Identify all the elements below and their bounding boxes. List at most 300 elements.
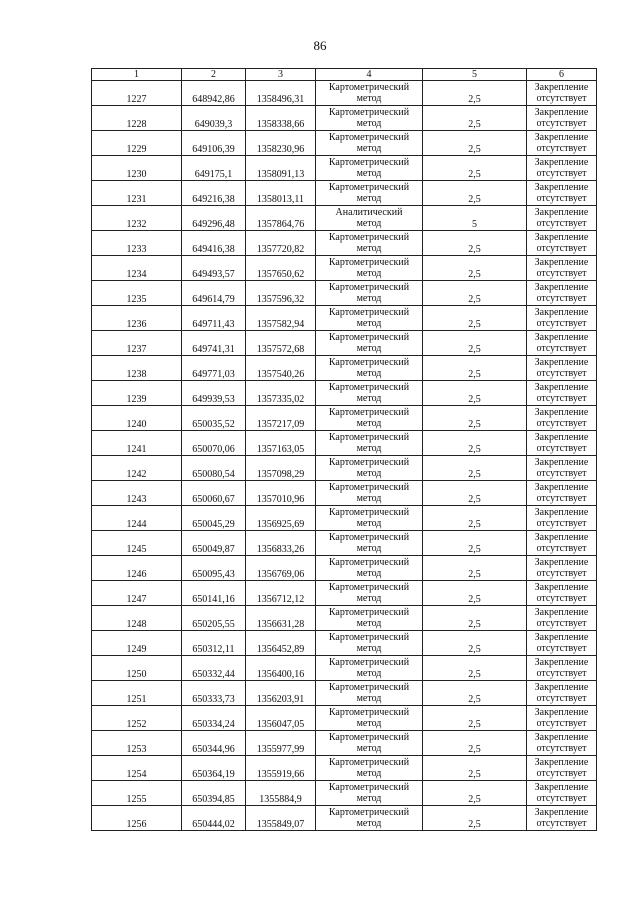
fixing-cell xyxy=(527,281,597,306)
accuracy-cell: 2,5 xyxy=(423,581,527,606)
fixing-line-2: отсутствует xyxy=(536,343,587,354)
method-cell xyxy=(316,181,423,206)
accuracy-cell: 2,5 xyxy=(423,131,527,156)
fixing-cell xyxy=(527,481,597,506)
fixing-cell xyxy=(527,531,597,556)
fixing-cell xyxy=(527,206,597,231)
fixing-line-2: отсутствует xyxy=(536,493,587,504)
fixing-line-1: Закрепление xyxy=(534,307,589,318)
x-coordinate-cell: 650334,24 xyxy=(182,706,246,731)
x-coordinate-cell: 649493,57 xyxy=(182,256,246,281)
y-coordinate-cell: 1356631,28 xyxy=(246,606,316,631)
x-coordinate-cell: 649039,3 xyxy=(182,106,246,131)
fixing-line-1: Закрепление xyxy=(534,507,589,518)
table-row xyxy=(92,606,597,631)
y-coordinate-cell: 1356925,69 xyxy=(246,506,316,531)
fixing-cell xyxy=(527,706,597,731)
method-cell xyxy=(316,131,423,156)
x-coordinate-cell: 650444,02 xyxy=(182,806,246,831)
point-number-cell: 1252 xyxy=(92,706,182,731)
x-coordinate-cell: 650332,44 xyxy=(182,656,246,681)
accuracy-cell: 2,5 xyxy=(423,631,527,656)
method-line-1: Картометрический xyxy=(328,782,410,793)
fixing-cell xyxy=(527,456,597,481)
table-row xyxy=(92,256,597,281)
method-line-2: метод xyxy=(356,768,382,779)
fixing-line-1: Закрепление xyxy=(534,232,589,243)
fixing-line-2: отсутствует xyxy=(536,693,587,704)
y-coordinate-cell: 1357572,68 xyxy=(246,331,316,356)
accuracy-cell: 2,5 xyxy=(423,331,527,356)
point-number-cell: 1243 xyxy=(92,481,182,506)
method-cell xyxy=(316,681,423,706)
fixing-cell xyxy=(527,681,597,706)
method-line-2: метод xyxy=(356,643,382,654)
fixing-cell xyxy=(527,131,597,156)
fixing-line-1: Закрепление xyxy=(534,357,589,368)
method-cell xyxy=(316,706,423,731)
point-number-cell: 1251 xyxy=(92,681,182,706)
point-number-cell: 1250 xyxy=(92,656,182,681)
fixing-line-2: отсутствует xyxy=(536,393,587,404)
fixing-cell xyxy=(527,606,597,631)
method-line-1: Картометрический xyxy=(328,457,410,468)
method-line-1: Аналитический xyxy=(335,207,403,218)
fixing-cell xyxy=(527,181,597,206)
point-number-cell: 1244 xyxy=(92,506,182,531)
x-coordinate-cell: 648942,86 xyxy=(182,81,246,106)
y-coordinate-cell: 1355977,99 xyxy=(246,731,316,756)
table-row xyxy=(92,356,597,381)
x-coordinate-cell: 650333,73 xyxy=(182,681,246,706)
method-line-2: метод xyxy=(356,818,382,829)
y-coordinate-cell: 1355849,07 xyxy=(246,806,316,831)
method-line-2: метод xyxy=(356,218,382,229)
fixing-cell xyxy=(527,406,597,431)
method-line-1: Картометрический xyxy=(328,407,410,418)
method-cell xyxy=(316,381,423,406)
accuracy-cell: 2,5 xyxy=(423,256,527,281)
fixing-line-1: Закрепление xyxy=(534,132,589,143)
fixing-line-2: отсутствует xyxy=(536,818,587,829)
fixing-line-1: Закрепление xyxy=(534,407,589,418)
y-coordinate-cell: 1355919,66 xyxy=(246,756,316,781)
method-line-1: Картометрический xyxy=(328,732,410,743)
table-row xyxy=(92,681,597,706)
method-cell xyxy=(316,81,423,106)
method-line-2: метод xyxy=(356,343,382,354)
y-coordinate-cell: 1358091,13 xyxy=(246,156,316,181)
coordinates-table xyxy=(91,68,597,831)
method-line-2: метод xyxy=(356,693,382,704)
fixing-line-2: отсутствует xyxy=(536,768,587,779)
fixing-cell xyxy=(527,631,597,656)
point-number-cell: 1232 xyxy=(92,206,182,231)
table-row xyxy=(92,181,597,206)
method-line-1: Картометрический xyxy=(328,682,410,693)
fixing-line-1: Закрепление xyxy=(534,782,589,793)
fixing-cell xyxy=(527,506,597,531)
method-line-1: Картометрический xyxy=(328,357,410,368)
y-coordinate-cell: 1357864,76 xyxy=(246,206,316,231)
point-number-cell: 1229 xyxy=(92,131,182,156)
point-number-cell: 1234 xyxy=(92,256,182,281)
fixing-cell xyxy=(527,331,597,356)
method-line-2: метод xyxy=(356,443,382,454)
column-header: 2 xyxy=(182,69,246,81)
fixing-line-2: отсутствует xyxy=(536,468,587,479)
method-line-1: Картометрический xyxy=(328,182,410,193)
accuracy-cell: 2,5 xyxy=(423,81,527,106)
table-row xyxy=(92,581,597,606)
method-cell xyxy=(316,506,423,531)
fixing-line-2: отсутствует xyxy=(536,93,587,104)
method-cell xyxy=(316,656,423,681)
y-coordinate-cell: 1358013,11 xyxy=(246,181,316,206)
accuracy-cell: 2,5 xyxy=(423,556,527,581)
fixing-cell xyxy=(527,381,597,406)
fixing-line-1: Закрепление xyxy=(534,107,589,118)
table-row xyxy=(92,506,597,531)
accuracy-cell: 2,5 xyxy=(423,231,527,256)
method-line-1: Картометрический xyxy=(328,307,410,318)
point-number-cell: 1249 xyxy=(92,631,182,656)
method-line-2: метод xyxy=(356,793,382,804)
y-coordinate-cell: 1356769,06 xyxy=(246,556,316,581)
accuracy-cell: 2,5 xyxy=(423,156,527,181)
method-line-2: метод xyxy=(356,543,382,554)
method-line-2: метод xyxy=(356,668,382,679)
fixing-line-2: отсутствует xyxy=(536,443,587,454)
table-row xyxy=(92,281,597,306)
x-coordinate-cell: 649175,1 xyxy=(182,156,246,181)
fixing-cell xyxy=(527,81,597,106)
y-coordinate-cell: 1357650,62 xyxy=(246,256,316,281)
fixing-line-1: Закрепление xyxy=(534,482,589,493)
method-line-1: Картометрический xyxy=(328,82,410,93)
method-line-1: Картометрический xyxy=(328,757,410,768)
method-line-2: метод xyxy=(356,268,382,279)
method-cell xyxy=(316,431,423,456)
accuracy-cell: 2,5 xyxy=(423,781,527,806)
method-cell xyxy=(316,756,423,781)
fixing-line-2: отсутствует xyxy=(536,518,587,529)
fixing-line-2: отсутствует xyxy=(536,743,587,754)
fixing-cell xyxy=(527,731,597,756)
fixing-line-1: Закрепление xyxy=(534,757,589,768)
method-line-2: метод xyxy=(356,93,382,104)
point-number-cell: 1255 xyxy=(92,781,182,806)
method-line-2: метод xyxy=(356,393,382,404)
method-line-2: метод xyxy=(356,618,382,629)
fixing-cell xyxy=(527,356,597,381)
accuracy-cell: 2,5 xyxy=(423,306,527,331)
y-coordinate-cell: 1357596,32 xyxy=(246,281,316,306)
table-row xyxy=(92,706,597,731)
table-row xyxy=(92,531,597,556)
table-row xyxy=(92,81,597,106)
accuracy-cell: 2,5 xyxy=(423,606,527,631)
table-row xyxy=(92,381,597,406)
method-cell xyxy=(316,231,423,256)
method-line-2: метод xyxy=(356,718,382,729)
fixing-line-1: Закрепление xyxy=(534,557,589,568)
point-number-cell: 1230 xyxy=(92,156,182,181)
method-line-2: метод xyxy=(356,143,382,154)
method-line-1: Картометрический xyxy=(328,432,410,443)
method-line-1: Картометрический xyxy=(328,607,410,618)
method-line-2: метод xyxy=(356,518,382,529)
method-cell xyxy=(316,356,423,381)
fixing-line-2: отсутствует xyxy=(536,143,587,154)
table-row xyxy=(92,781,597,806)
accuracy-cell: 2,5 xyxy=(423,181,527,206)
fixing-line-2: отсутствует xyxy=(536,318,587,329)
table-row xyxy=(92,231,597,256)
y-coordinate-cell: 1356400,16 xyxy=(246,656,316,681)
method-cell xyxy=(316,406,423,431)
fixing-cell xyxy=(527,806,597,831)
fixing-line-2: отсутствует xyxy=(536,568,587,579)
accuracy-cell: 2,5 xyxy=(423,106,527,131)
x-coordinate-cell: 649416,38 xyxy=(182,231,246,256)
y-coordinate-cell: 1357163,05 xyxy=(246,431,316,456)
x-coordinate-cell: 650045,29 xyxy=(182,506,246,531)
method-line-2: метод xyxy=(356,168,382,179)
accuracy-cell: 2,5 xyxy=(423,381,527,406)
x-coordinate-cell: 649216,38 xyxy=(182,181,246,206)
method-line-2: метод xyxy=(356,368,382,379)
fixing-line-2: отсутствует xyxy=(536,418,587,429)
method-line-2: метод xyxy=(356,318,382,329)
x-coordinate-cell: 650095,43 xyxy=(182,556,246,581)
y-coordinate-cell: 1356203,91 xyxy=(246,681,316,706)
table-row xyxy=(92,456,597,481)
x-coordinate-cell: 649711,43 xyxy=(182,306,246,331)
fixing-line-1: Закрепление xyxy=(534,607,589,618)
fixing-line-2: отсутствует xyxy=(536,668,587,679)
y-coordinate-cell: 1357540,26 xyxy=(246,356,316,381)
method-line-1: Картометрический xyxy=(328,132,410,143)
y-coordinate-cell: 1357582,94 xyxy=(246,306,316,331)
x-coordinate-cell: 650394,85 xyxy=(182,781,246,806)
method-cell xyxy=(316,806,423,831)
accuracy-cell: 2,5 xyxy=(423,281,527,306)
fixing-line-1: Закрепление xyxy=(534,582,589,593)
x-coordinate-cell: 650344,96 xyxy=(182,731,246,756)
fixing-line-1: Закрепление xyxy=(534,332,589,343)
column-header: 4 xyxy=(316,69,423,81)
method-line-1: Картометрический xyxy=(328,707,410,718)
fixing-cell xyxy=(527,781,597,806)
fixing-line-1: Закрепление xyxy=(534,807,589,818)
method-cell xyxy=(316,281,423,306)
x-coordinate-cell: 649771,03 xyxy=(182,356,246,381)
fixing-line-1: Закрепление xyxy=(534,707,589,718)
x-coordinate-cell: 649106,39 xyxy=(182,131,246,156)
point-number-cell: 1248 xyxy=(92,606,182,631)
fixing-cell xyxy=(527,231,597,256)
method-cell xyxy=(316,731,423,756)
method-cell xyxy=(316,256,423,281)
fixing-cell xyxy=(527,756,597,781)
table-row xyxy=(92,481,597,506)
point-number-cell: 1256 xyxy=(92,806,182,831)
fixing-cell xyxy=(527,431,597,456)
column-header: 3 xyxy=(246,69,316,81)
method-line-1: Картометрический xyxy=(328,532,410,543)
method-line-1: Картометрический xyxy=(328,257,410,268)
column-header: 1 xyxy=(92,69,182,81)
fixing-line-2: отсутствует xyxy=(536,643,587,654)
table-row xyxy=(92,306,597,331)
fixing-line-2: отсутствует xyxy=(536,368,587,379)
method-line-1: Картометрический xyxy=(328,807,410,818)
fixing-line-2: отсутствует xyxy=(536,268,587,279)
x-coordinate-cell: 650080,54 xyxy=(182,456,246,481)
table-row xyxy=(92,406,597,431)
accuracy-cell: 2,5 xyxy=(423,531,527,556)
table-header-row xyxy=(92,69,597,81)
method-cell xyxy=(316,456,423,481)
method-line-1: Картометрический xyxy=(328,557,410,568)
method-line-1: Картометрический xyxy=(328,482,410,493)
method-cell xyxy=(316,106,423,131)
x-coordinate-cell: 650205,55 xyxy=(182,606,246,631)
fixing-line-1: Закрепление xyxy=(534,657,589,668)
fixing-line-1: Закрепление xyxy=(534,732,589,743)
method-cell xyxy=(316,631,423,656)
point-number-cell: 1233 xyxy=(92,231,182,256)
point-number-cell: 1235 xyxy=(92,281,182,306)
fixing-line-1: Закрепление xyxy=(534,82,589,93)
x-coordinate-cell: 649939,53 xyxy=(182,381,246,406)
fixing-cell xyxy=(527,581,597,606)
fixing-line-2: отсутствует xyxy=(536,118,587,129)
y-coordinate-cell: 1356047,05 xyxy=(246,706,316,731)
fixing-line-1: Закрепление xyxy=(534,382,589,393)
accuracy-cell: 2,5 xyxy=(423,506,527,531)
table-row xyxy=(92,431,597,456)
method-line-2: метод xyxy=(356,293,382,304)
method-line-2: метод xyxy=(356,418,382,429)
fixing-line-2: отсутствует xyxy=(536,593,587,604)
method-line-1: Картометрический xyxy=(328,507,410,518)
method-cell xyxy=(316,156,423,181)
column-header: 6 xyxy=(527,69,597,81)
method-line-1: Картометрический xyxy=(328,232,410,243)
table-row xyxy=(92,331,597,356)
y-coordinate-cell: 1357720,82 xyxy=(246,231,316,256)
accuracy-cell: 2,5 xyxy=(423,731,527,756)
accuracy-cell: 5 xyxy=(423,206,527,231)
method-line-2: метод xyxy=(356,593,382,604)
method-cell xyxy=(316,531,423,556)
point-number-cell: 1238 xyxy=(92,356,182,381)
fixing-line-2: отсутствует xyxy=(536,718,587,729)
page-number: 86 xyxy=(313,38,327,53)
y-coordinate-cell: 1357217,09 xyxy=(246,406,316,431)
x-coordinate-cell: 650364,19 xyxy=(182,756,246,781)
table-row xyxy=(92,156,597,181)
table-row xyxy=(92,106,597,131)
table-row xyxy=(92,131,597,156)
table-row xyxy=(92,206,597,231)
point-number-cell: 1242 xyxy=(92,456,182,481)
fixing-line-2: отсутствует xyxy=(536,218,587,229)
method-line-1: Картометрический xyxy=(328,632,410,643)
fixing-line-2: отсутствует xyxy=(536,618,587,629)
x-coordinate-cell: 649614,79 xyxy=(182,281,246,306)
method-line-2: метод xyxy=(356,118,382,129)
x-coordinate-cell: 650070,06 xyxy=(182,431,246,456)
point-number-cell: 1231 xyxy=(92,181,182,206)
fixing-line-2: отсутствует xyxy=(536,543,587,554)
y-coordinate-cell: 1358230,96 xyxy=(246,131,316,156)
point-number-cell: 1239 xyxy=(92,381,182,406)
y-coordinate-cell: 1356452,89 xyxy=(246,631,316,656)
table-row xyxy=(92,806,597,831)
x-coordinate-cell: 649296,48 xyxy=(182,206,246,231)
x-coordinate-cell: 650141,16 xyxy=(182,581,246,606)
fixing-line-1: Закрепление xyxy=(534,532,589,543)
method-line-2: метод xyxy=(356,243,382,254)
y-coordinate-cell: 1355884,9 xyxy=(246,781,316,806)
method-line-1: Картометрический xyxy=(328,332,410,343)
accuracy-cell: 2,5 xyxy=(423,681,527,706)
accuracy-cell: 2,5 xyxy=(423,456,527,481)
point-number-cell: 1240 xyxy=(92,406,182,431)
point-number-cell: 1236 xyxy=(92,306,182,331)
table-row xyxy=(92,656,597,681)
y-coordinate-cell: 1356833,26 xyxy=(246,531,316,556)
fixing-line-1: Закрепление xyxy=(534,182,589,193)
method-line-2: метод xyxy=(356,493,382,504)
method-line-1: Картометрический xyxy=(328,657,410,668)
x-coordinate-cell: 650049,87 xyxy=(182,531,246,556)
point-number-cell: 1254 xyxy=(92,756,182,781)
point-number-cell: 1227 xyxy=(92,81,182,106)
accuracy-cell: 2,5 xyxy=(423,806,527,831)
fixing-line-2: отсутствует xyxy=(536,168,587,179)
y-coordinate-cell: 1358338,66 xyxy=(246,106,316,131)
y-coordinate-cell: 1357010,96 xyxy=(246,481,316,506)
fixing-line-1: Закрепление xyxy=(534,157,589,168)
column-header: 5 xyxy=(423,69,527,81)
fixing-cell xyxy=(527,556,597,581)
accuracy-cell: 2,5 xyxy=(423,656,527,681)
fixing-line-2: отсутствует xyxy=(536,193,587,204)
x-coordinate-cell: 650312,11 xyxy=(182,631,246,656)
method-line-2: метод xyxy=(356,468,382,479)
fixing-line-2: отсутствует xyxy=(536,293,587,304)
fixing-line-2: отсутствует xyxy=(536,243,587,254)
fixing-cell xyxy=(527,156,597,181)
method-cell xyxy=(316,331,423,356)
method-line-2: метод xyxy=(356,743,382,754)
point-number-cell: 1237 xyxy=(92,331,182,356)
method-line-1: Картометрический xyxy=(328,107,410,118)
accuracy-cell: 2,5 xyxy=(423,756,527,781)
x-coordinate-cell: 650035,52 xyxy=(182,406,246,431)
method-cell xyxy=(316,581,423,606)
point-number-cell: 1253 xyxy=(92,731,182,756)
fixing-line-1: Закрепление xyxy=(534,457,589,468)
point-number-cell: 1247 xyxy=(92,581,182,606)
method-cell xyxy=(316,306,423,331)
method-line-1: Картометрический xyxy=(328,157,410,168)
method-line-1: Картометрический xyxy=(328,582,410,593)
